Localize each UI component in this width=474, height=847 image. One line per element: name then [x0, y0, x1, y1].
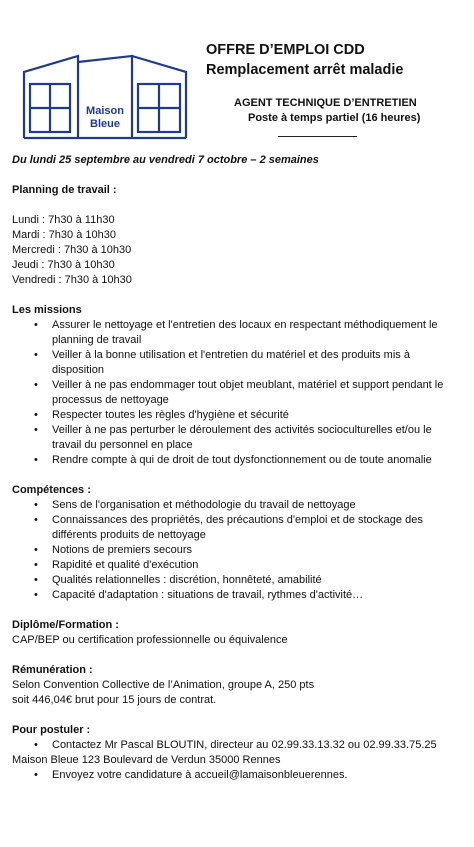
email-text[interactable]: Envoyez votre candidature à accueil@lamaisonbleuerennes. — [52, 769, 348, 781]
list-item: • Qualités relationnelles : discrétion, honnêteté, amabilité — [34, 574, 322, 586]
bullet-icon: • — [34, 379, 38, 391]
contract-period: Du lundi 25 septembre au vendredi 7 octobre – 2 semaines — [12, 154, 319, 166]
bullet-icon: • — [34, 319, 38, 331]
list-item: • Rapidité et qualité d'exécution — [34, 559, 199, 571]
offer-title: OFFRE D’EMPLOI CDD — [206, 42, 365, 58]
planning-day-lundi: Lundi : 7h30 à 11h30 — [12, 214, 115, 226]
logo-text-line2: Bleue — [90, 118, 120, 130]
planning-day-mercredi: Mercredi : 7h30 à 10h30 — [12, 244, 132, 256]
bullet-icon: • — [34, 574, 38, 586]
planning-day-jeudi: Jeudi : 7h30 à 10h30 — [12, 259, 115, 271]
list-item: • Rendre compte à qui de droit de tout dysfonctionnement ou de toute anomalie — [34, 454, 432, 466]
building-logo-icon — [20, 52, 190, 144]
list-item: • Sens de l'organisation et méthodologie du travail de nettoyage — [34, 499, 356, 511]
bullet-icon: • — [34, 559, 38, 571]
bullet-icon: • — [34, 514, 38, 526]
email-item — [12, 768, 462, 783]
address-text: Maison Bleue 123 Boulevard de Verdun 35000 Rennes — [12, 754, 281, 766]
list-item: • Veiller à la bonne utilisation et l'entretien du matériel et des produits mis à disposition — [34, 349, 410, 376]
offer-subtitle: Remplacement arrêt maladie — [206, 62, 404, 78]
bullet-icon: • — [34, 499, 38, 511]
position-hours: Poste à temps partiel (16 heures) — [248, 112, 421, 124]
list-item: • Respecter toutes les règles d'hygiène et sécurité — [34, 409, 289, 421]
position-title: AGENT TECHNIQUE D’ENTRETIEN — [234, 97, 417, 109]
contact-item — [12, 738, 462, 753]
maison-bleue-logo — [20, 52, 190, 144]
bullet-icon: • — [34, 769, 38, 781]
bullet-icon: • — [34, 544, 38, 556]
bullet-icon: • — [34, 739, 38, 751]
planning-heading: Planning de travail : — [12, 184, 117, 196]
bullet-icon: • — [34, 454, 38, 466]
diplome-heading: Diplôme/Formation : — [12, 619, 119, 631]
bullet-icon: • — [34, 424, 38, 436]
competences-heading: Compétences : — [12, 484, 91, 496]
missions-list — [12, 318, 462, 468]
remuneration-line1: Selon Convention Collective de l’Animation, groupe A, 250 pts — [12, 679, 315, 691]
planning-day-vendredi: Vendredi : 7h30 à 10h30 — [12, 274, 132, 286]
list-item: • Veiller à ne pas perturber le déroulement des activités socioculturelles et/ou le travail du personnel en place — [34, 424, 432, 451]
competences-list — [12, 498, 462, 603]
list-item: • Connaissances des propriétés, des précautions d'emploi et de stockage des différents produits de nettoyage — [34, 514, 423, 541]
planning-day-mardi: Mardi : 7h30 à 10h30 — [12, 229, 116, 241]
header-divider — [278, 136, 357, 137]
bullet-icon: • — [34, 589, 38, 601]
contact-text: Contactez Mr Pascal BLOUTIN, directeur au 02.99.33.13.32 ou 02.99.33.75.25 — [52, 739, 437, 751]
list-item: • Assurer le nettoyage et l'entretien des locaux en respectant méthodiquement le planning de travail — [34, 319, 438, 346]
remuneration-line2: soit 446,04€ brut pour 15 jours de contrat. — [12, 694, 217, 706]
bullet-icon: • — [34, 409, 38, 421]
diplome-text: CAP/BEP ou certification professionnelle ou équivalence — [12, 634, 288, 646]
list-item: • Capacité d'adaptation : situations de travail, rythmes d'activité… — [34, 589, 364, 601]
planning-list — [12, 213, 462, 288]
bullet-icon: • — [34, 349, 38, 361]
remuneration-heading: Rémunération : — [12, 664, 93, 676]
missions-heading: Les missions — [12, 304, 82, 316]
list-item: • Veiller à ne pas endommager tout objet meublant, matériel et support pendant le processus de nettoyage — [34, 379, 444, 406]
offer-body — [12, 153, 462, 783]
logo-text-line1: Maison — [86, 105, 124, 117]
postuler-heading: Pour postuler : — [12, 724, 91, 736]
list-item: • Notions de premiers secours — [34, 544, 193, 556]
